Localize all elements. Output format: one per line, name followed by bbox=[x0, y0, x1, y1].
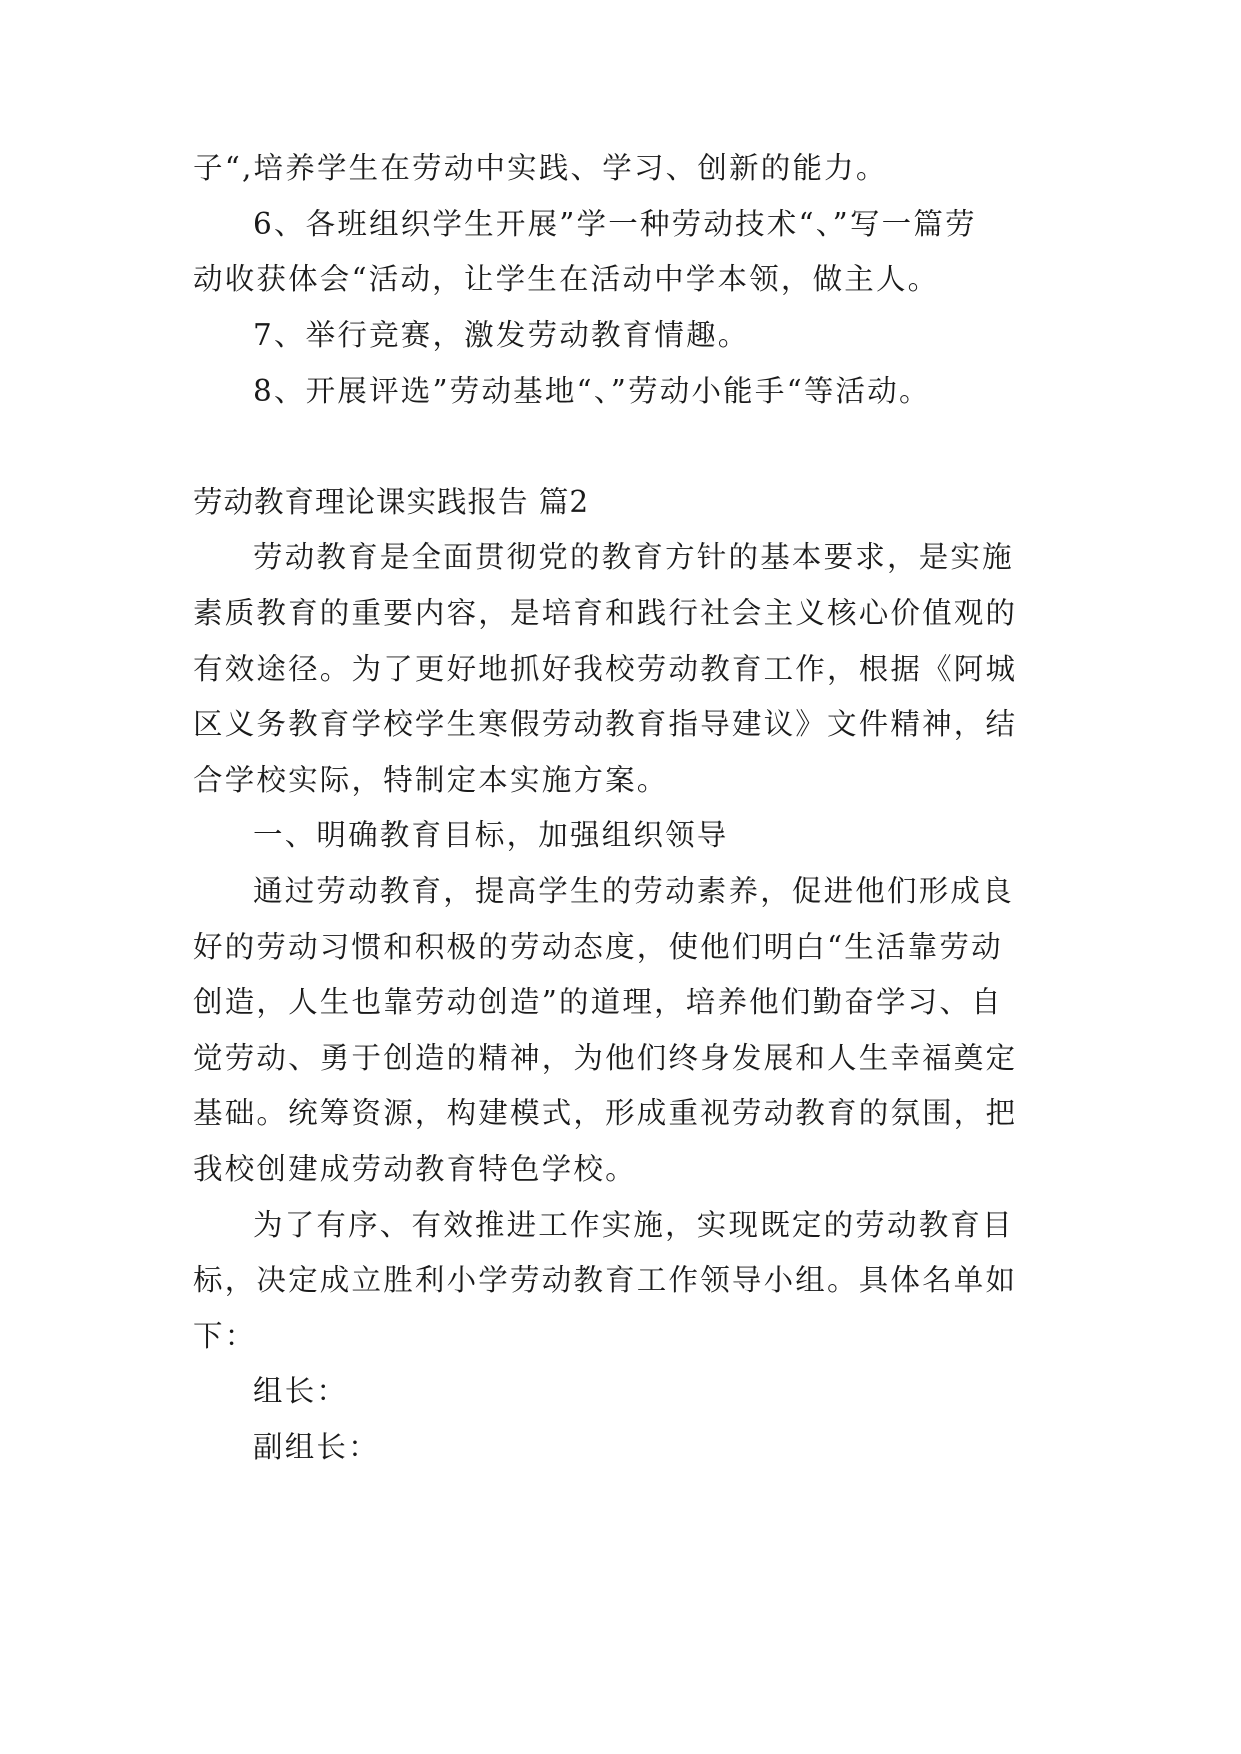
text-line: 基础。统筹资源，构建模式，形成重视劳动教育的氛围，把 bbox=[193, 1096, 1018, 1130]
text-line: 为了有序、有效推进工作实施，实现既定的劳动教育目 bbox=[253, 1208, 1014, 1242]
subheading-line: 一、明确教育目标，加强组织领导 bbox=[253, 818, 729, 852]
text-line: 下： bbox=[193, 1319, 257, 1353]
text-line: 创造，人生也靠劳动创造”的道理，培养他们勤奋学习、自 bbox=[193, 985, 1003, 1019]
text-line: 觉劳动、勇于创造的精神，为他们终身发展和人生幸福奠定 bbox=[193, 1041, 1018, 1075]
text-line: 通过劳动教育，提高学生的劳动素养，促进他们形成良 bbox=[253, 874, 1014, 908]
text-line: 合学校实际，特制定本实施方案。 bbox=[193, 763, 669, 797]
text-line: 标，决定成立胜利小学劳动教育工作领导小组。具体名单如 bbox=[193, 1263, 1018, 1297]
text-line: 副组长： bbox=[253, 1430, 380, 1464]
text-line: 组长： bbox=[253, 1374, 349, 1408]
text-line: 7、举行竞赛，激发劳动教育情趣。 bbox=[253, 318, 750, 352]
text-line: 素质教育的重要内容，是培育和践行社会主义核心价值观的 bbox=[193, 596, 1018, 630]
text-line: 我校创建成劳动教育特色学校。 bbox=[193, 1152, 637, 1186]
text-line: 8、开展评选”劳动基地“、”劳动小能手“等活动。 bbox=[253, 374, 931, 408]
text-line: 区义务教育学校学生寒假劳动教育指导建议》文件精神，结 bbox=[193, 707, 1018, 741]
text-line: 动收获体会“活动，让学生在活动中学本领，做主人。 bbox=[193, 262, 940, 296]
text-line: 子“,培养学生在劳动中实践、学习、创新的能力。 bbox=[193, 151, 888, 185]
text-line: 有效途径。为了更好地抓好我校劳动教育工作，根据《阿城 bbox=[193, 652, 1018, 686]
section-heading: 劳动教育理论课实践报告 篇2 bbox=[193, 485, 590, 519]
text-line: 6、各班组织学生开展”学一种劳动技术“、”写一篇劳 bbox=[253, 207, 977, 241]
text-line: 好的劳动习惯和积极的劳动态度，使他们明白“生活靠劳动 bbox=[193, 930, 1003, 964]
text-line: 劳动教育是全面贯彻党的教育方针的基本要求，是实施 bbox=[253, 540, 1014, 574]
